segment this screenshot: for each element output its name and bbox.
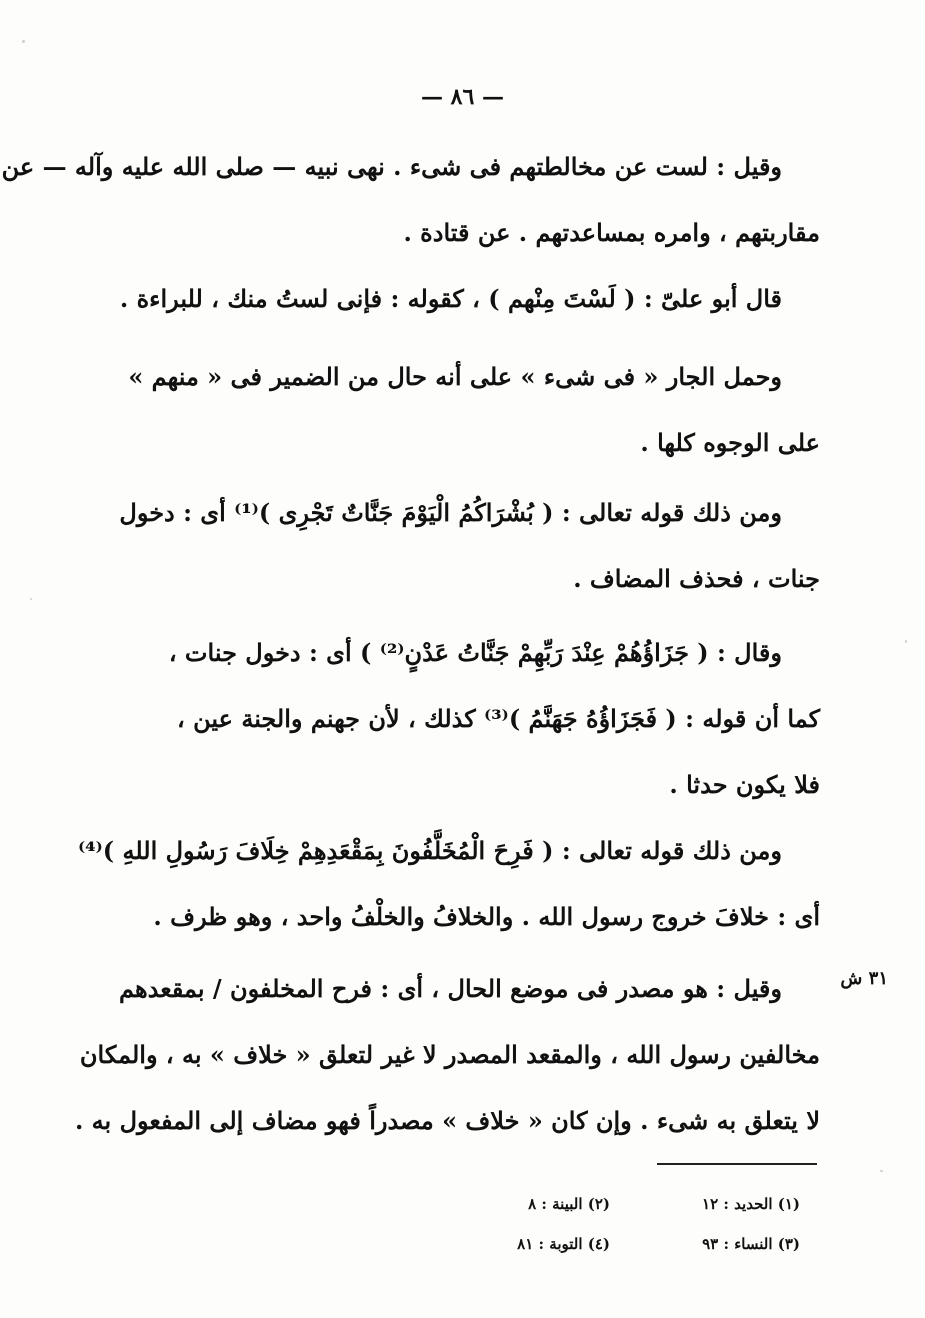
scan-speckle: [905, 640, 907, 643]
text-line: وحمل الجار « فى شىء » على أنه حال من الضمير فى « منهم »: [128, 362, 782, 391]
footnote: (١) الحديد : ١٢: [702, 1195, 800, 1213]
text-line: ومن ذلك قوله تعالى : ( فَرِحَ الْمُخَلَّفُونَ بِمَقْعَدِهِمْ خِلَافَ رَسُولِ اللهِ )⁽⁴⁾: [77, 836, 782, 865]
footnote-row: [420, 1184, 800, 1224]
margin-note: ٣١ ش: [840, 968, 888, 989]
footnote-row: [420, 1224, 800, 1264]
paragraph-4: [119, 480, 820, 612]
text-line: مخالفين رسول الله ، والمقعد المصدر لا غير لتعلق « خلاف » به ، والمكان: [79, 1040, 820, 1069]
scan-speckle: [22, 40, 25, 43]
footnotes: [420, 1184, 800, 1264]
paragraph-1: [1, 134, 820, 266]
paragraph-6: [77, 818, 820, 950]
text-line: جنات ، فحذف المضاف .: [573, 564, 820, 593]
text-line: وقيل : لست عن مخالطتهم فى شىء . نهى نبيه — صلى الله عليه وآله — عن: [1, 152, 782, 181]
paragraph-7: [74, 956, 820, 1154]
scan-speckle: [880, 1170, 883, 1172]
text-line: أى : خلافَ خروج رسول الله . والخلافُ والخلْفُ واحد ، وهو ظرف .: [153, 902, 820, 931]
paragraph-2: [119, 266, 820, 332]
footnote-divider: [657, 1163, 817, 1165]
paragraph-3: [128, 344, 820, 476]
footnote: (٤) التوبة : ٨١: [517, 1235, 610, 1253]
footnote: (٢) البينة : ٨: [528, 1195, 610, 1213]
text-line: فلا يكون حدثا .: [669, 770, 820, 799]
text-line: كما أن قوله : ( فَجَزَاؤُهُ جَهَنَّمُ )⁽³⁾ كذلك ، لأن جهنم والجنة عين ،: [177, 704, 820, 733]
text-line: ومن ذلك قوله تعالى : ( بُشْرَاكُمُ الْيَوْمَ جَنَّاتٌ تَجْرِى )⁽¹⁾ أى : دخول: [119, 498, 782, 527]
page-number: — ٨٦ —: [421, 84, 504, 110]
footnote: (٣) النساء : ٩٣: [702, 1235, 800, 1253]
text-line: وقيل : هو مصدر فى موضع الحال ، أى : فرح المخلفون / بمقعدهم: [119, 974, 782, 1003]
text-line: لا يتعلق به شىء . وإن كان « خلاف » مصدراً فهو مضاف إلى المفعول به .: [74, 1106, 820, 1135]
paragraph-5: [165, 620, 820, 818]
text-line: على الوجوه كلها .: [640, 428, 820, 457]
text-line: قال أبو علىّ : ( لَسْتَ مِنْهم ) ، كقوله : فإنى لستُ منك ، للبراءة .: [119, 284, 782, 313]
scan-speckle: [30, 598, 32, 600]
text-line: مقاربتهم ، وامره بمساعدتهم . عن قتادة .: [403, 218, 820, 247]
text-line: وقال : ( جَزَاؤُهُمْ عِنْدَ رَبِّهِمْ جَنَّاتُ عَدْنٍ⁽²⁾ ) أى : دخول جنات ،: [168, 638, 782, 667]
